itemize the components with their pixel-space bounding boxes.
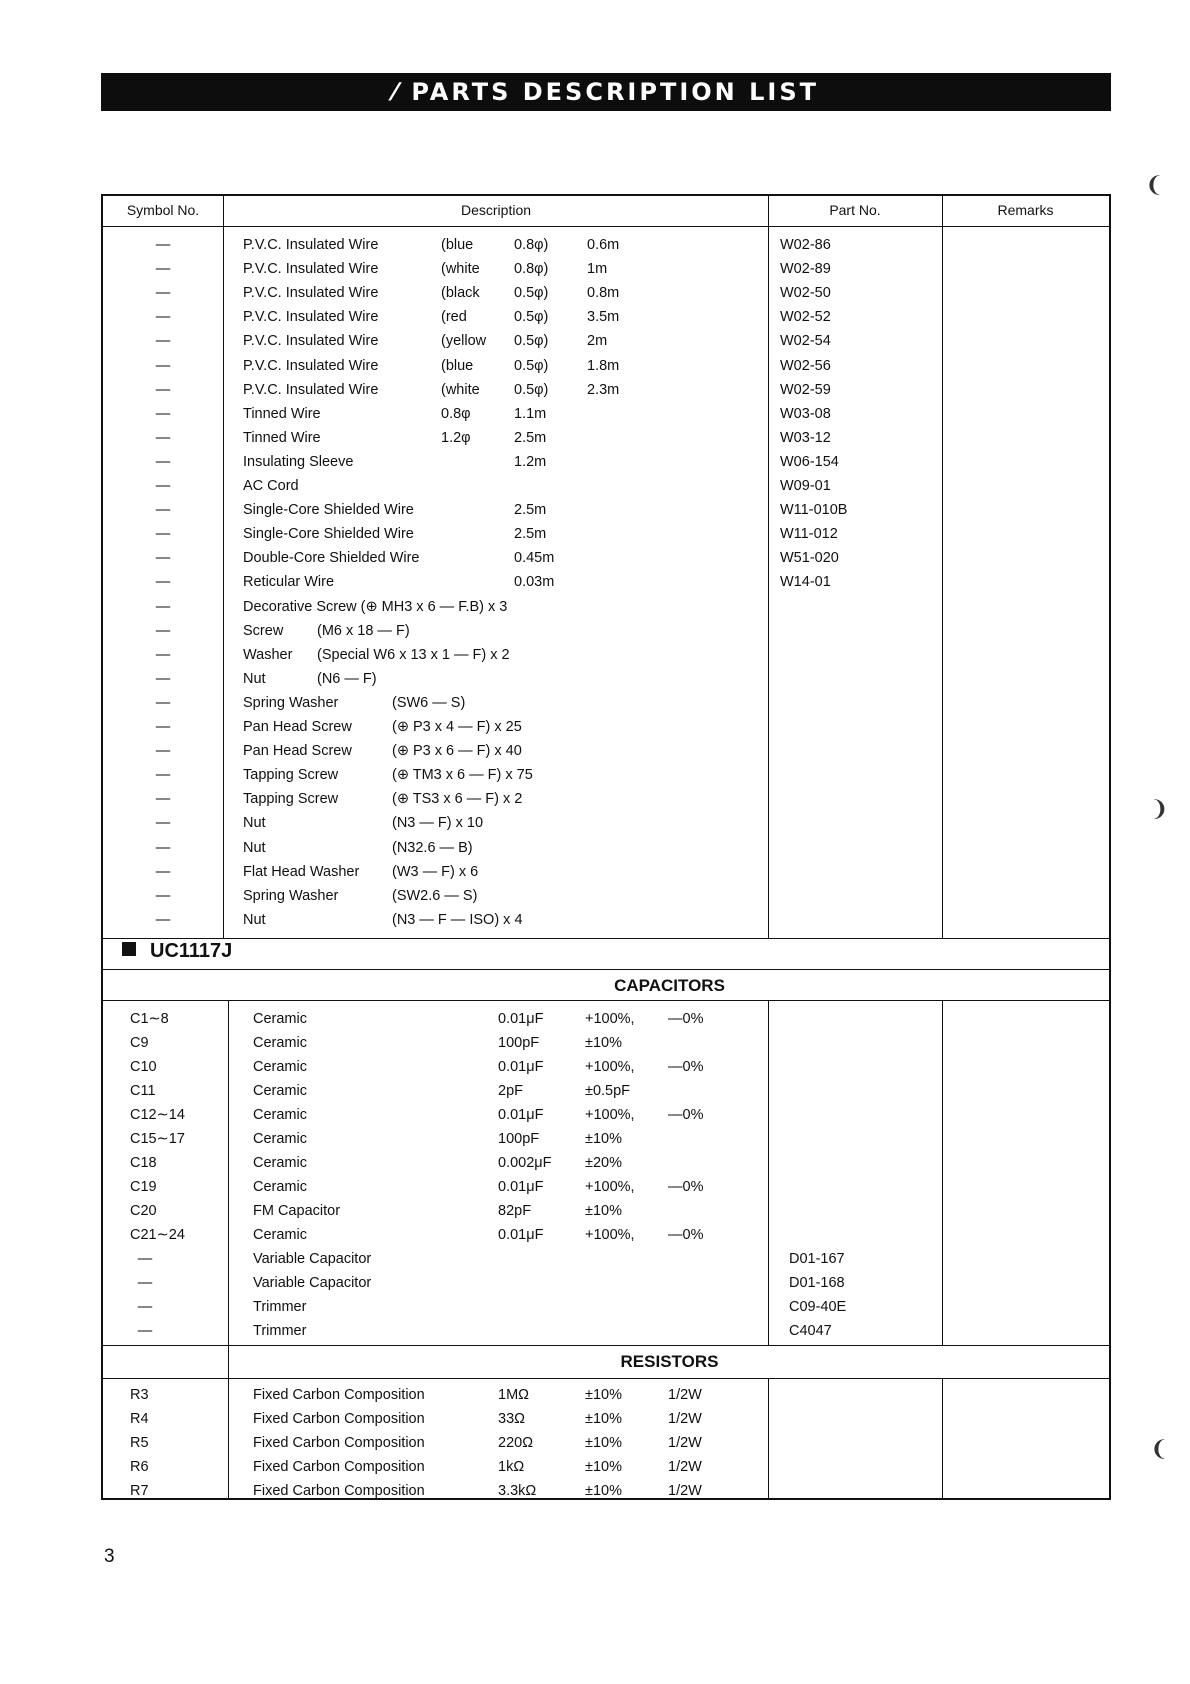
row-symbol: — xyxy=(155,406,171,422)
res-wattage: 1/2W xyxy=(668,1459,702,1475)
row-description: P.V.C. Insulated Wire xyxy=(243,358,379,374)
row-spec-gauge: 0.8φ xyxy=(441,406,471,422)
cap-value: 0.01μF xyxy=(498,1179,544,1195)
cap-type: Ceramic xyxy=(253,1083,307,1099)
page-number: 3 xyxy=(104,1546,115,1567)
binder-mark-icon: ❨ xyxy=(1145,172,1164,197)
banner-title: ⁄ PARTS DESCRIPTION LIST xyxy=(393,78,819,106)
row-spec-gauge: 0.5φ) xyxy=(514,333,549,349)
row-spec: (⊕ TS3 x 6 — F) x 2 xyxy=(392,791,523,807)
row-description: P.V.C. Insulated Wire xyxy=(243,261,379,277)
row-symbol: — xyxy=(155,309,171,325)
row-spec-length: 1.2m xyxy=(514,454,547,470)
square-bullet-icon xyxy=(122,942,136,956)
row-spec-color: (white xyxy=(441,382,480,398)
col-divider-part-no xyxy=(942,194,943,938)
cap-type: Ceramic xyxy=(253,1035,307,1051)
row-symbol: — xyxy=(155,623,171,639)
res-type: Fixed Carbon Composition xyxy=(253,1411,425,1427)
col-divider-description-cap xyxy=(768,1000,769,1345)
cap-tolerance-minus: —0% xyxy=(668,1059,704,1075)
cap-tolerance: +100%, xyxy=(585,1179,635,1195)
row-symbol: — xyxy=(155,743,171,759)
row-symbol: — xyxy=(155,574,171,590)
cap-symbol: — xyxy=(137,1323,153,1339)
cap-type: Ceramic xyxy=(253,1155,307,1171)
res-wattage: 1/2W xyxy=(668,1483,702,1499)
row-part-no: W14-01 xyxy=(780,574,831,590)
res-value: 1kΩ xyxy=(498,1459,525,1475)
cap-tolerance-minus: —0% xyxy=(668,1179,704,1195)
row-symbol: — xyxy=(155,550,171,566)
cap-type: Ceramic xyxy=(253,1059,307,1075)
cap-tolerance: ±0.5pF xyxy=(585,1083,631,1099)
cap-type: Ceramic xyxy=(253,1011,307,1027)
row-description: Decorative Screw (⊕ MH3 x 6 — F.B) x 3 xyxy=(243,599,508,615)
row-part-no: W02-86 xyxy=(780,237,831,253)
row-description: Nut xyxy=(243,912,266,928)
cap-symbol: C1∼8 xyxy=(130,1011,169,1027)
row-symbol: — xyxy=(155,478,171,494)
row-spec-color: (white xyxy=(441,261,480,277)
row-part-no: W02-56 xyxy=(780,358,831,374)
row-spec: (Special W6 x 13 x 1 — F) x 2 xyxy=(317,647,510,663)
row-symbol: — xyxy=(155,864,171,880)
res-symbol: R7 xyxy=(130,1483,149,1499)
row-spec-length: 0.6m xyxy=(587,237,620,253)
row-spec: (⊕ P3 x 6 — F) x 40 xyxy=(392,743,522,759)
row-description: Insulating Sleeve xyxy=(243,454,354,470)
row-description: P.V.C. Insulated Wire xyxy=(243,309,379,325)
cap-symbol: C12∼14 xyxy=(130,1107,185,1123)
row-symbol: — xyxy=(155,333,171,349)
row-description: P.V.C. Insulated Wire xyxy=(243,333,379,349)
cap-value: 0.01μF xyxy=(498,1011,544,1027)
res-wattage: 1/2W xyxy=(668,1387,702,1403)
row-symbol: — xyxy=(155,382,171,398)
row-part-no: W02-54 xyxy=(780,333,831,349)
row-symbol: — xyxy=(155,791,171,807)
row-description: Double-Core Shielded Wire xyxy=(243,550,420,566)
binder-mark-icon: ❩ xyxy=(1150,796,1169,821)
cap-tolerance: +100%, xyxy=(585,1059,635,1075)
row-spec: (⊕ P3 x 4 — F) x 25 xyxy=(392,719,522,735)
row-description: P.V.C. Insulated Wire xyxy=(243,237,379,253)
row-description: P.V.C. Insulated Wire xyxy=(243,285,379,301)
res-wattage: 1/2W xyxy=(668,1411,702,1427)
page-banner xyxy=(101,73,1111,111)
cap-value: 0.01μF xyxy=(498,1107,544,1123)
model-divider-top xyxy=(101,938,1111,939)
res-tolerance: ±10% xyxy=(585,1411,622,1427)
row-description: Flat Head Washer xyxy=(243,864,360,880)
row-spec: (N6 — F) xyxy=(317,671,377,687)
header-symbol: Symbol No. xyxy=(126,202,200,218)
row-spec-color: (red xyxy=(441,309,467,325)
capacitors-divider-bottom xyxy=(101,1000,1111,1001)
row-symbol: — xyxy=(155,599,171,615)
row-part-no: W06-154 xyxy=(780,454,839,470)
header-remarks: Remarks xyxy=(997,202,1054,218)
cap-value: 100pF xyxy=(498,1131,540,1147)
res-wattage: 1/2W xyxy=(668,1435,702,1451)
row-symbol: — xyxy=(155,815,171,831)
cap-tolerance: ±20% xyxy=(585,1155,622,1171)
cap-part-no: C4047 xyxy=(789,1323,832,1339)
res-symbol: R4 xyxy=(130,1411,149,1427)
row-description: Single-Core Shielded Wire xyxy=(243,502,414,518)
cap-symbol: C20 xyxy=(130,1203,157,1219)
cap-part-no: D01-168 xyxy=(789,1275,845,1291)
cap-type: Variable Capacitor xyxy=(253,1275,372,1291)
cap-symbol: C11 xyxy=(130,1083,156,1099)
row-description: Nut xyxy=(243,671,266,687)
res-type: Fixed Carbon Composition xyxy=(253,1459,425,1475)
res-tolerance: ±10% xyxy=(585,1459,622,1475)
row-symbol: — xyxy=(155,671,171,687)
row-description: Tinned Wire xyxy=(243,406,321,422)
row-description: Pan Head Screw xyxy=(243,743,352,759)
res-symbol: R6 xyxy=(130,1459,149,1475)
row-spec: (M6 x 18 — F) xyxy=(317,623,410,639)
row-spec-length: 1.1m xyxy=(514,406,547,422)
cap-symbol: C9 xyxy=(130,1035,149,1051)
row-part-no: W02-52 xyxy=(780,309,831,325)
row-description: P.V.C. Insulated Wire xyxy=(243,382,379,398)
cap-tolerance-minus: —0% xyxy=(668,1227,704,1243)
res-tolerance: ±10% xyxy=(585,1435,622,1451)
row-symbol: — xyxy=(155,358,171,374)
row-spec-color: (black xyxy=(441,285,480,301)
row-symbol: — xyxy=(155,767,171,783)
row-part-no: W02-89 xyxy=(780,261,831,277)
cap-value: 2pF xyxy=(498,1083,523,1099)
row-part-no: W02-50 xyxy=(780,285,831,301)
res-value: 33Ω xyxy=(498,1411,525,1427)
col-divider-description-res xyxy=(768,1378,769,1500)
cap-type: Trimmer xyxy=(253,1323,307,1339)
row-spec-length: 0.8m xyxy=(587,285,620,301)
cap-symbol: — xyxy=(137,1251,153,1267)
cap-type: Ceramic xyxy=(253,1107,307,1123)
cap-tolerance: ±10% xyxy=(585,1131,622,1147)
row-description: Screw xyxy=(243,623,284,639)
cap-symbol: C18 xyxy=(130,1155,157,1171)
row-spec-gauge: 0.5φ) xyxy=(514,358,549,374)
cap-tolerance: ±10% xyxy=(585,1035,622,1051)
cap-value: 0.01μF xyxy=(498,1227,544,1243)
col-divider-description xyxy=(768,194,769,938)
res-value: 1MΩ xyxy=(498,1387,529,1403)
cap-symbol: C19 xyxy=(130,1179,157,1195)
cap-type: Ceramic xyxy=(253,1131,307,1147)
row-spec: (N3 — F) x 10 xyxy=(392,815,484,831)
row-spec: (N3 — F — ISO) x 4 xyxy=(392,912,523,928)
binder-mark-icon: ❨ xyxy=(1150,1436,1169,1461)
row-spec-color: (blue xyxy=(441,358,474,374)
cap-value: 0.01μF xyxy=(498,1059,544,1075)
row-symbol: — xyxy=(155,719,171,735)
capacitors-title: CAPACITORS xyxy=(614,976,725,995)
row-spec-gauge: 0.5φ) xyxy=(514,309,549,325)
row-part-no: W02-59 xyxy=(780,382,831,398)
row-part-no: W11-010B xyxy=(780,502,848,518)
row-description: Reticular Wire xyxy=(243,574,335,590)
header-part-no: Part No. xyxy=(829,202,881,218)
row-part-no: W03-08 xyxy=(780,406,831,422)
row-description: Tapping Screw xyxy=(243,767,339,783)
row-spec-length: 1m xyxy=(587,261,608,277)
resistors-divider-top xyxy=(101,1345,1111,1346)
col-divider-part-no-cap xyxy=(942,1000,943,1345)
row-description: Nut xyxy=(243,815,266,831)
row-description: Pan Head Screw xyxy=(243,719,352,735)
cap-tolerance-minus: —0% xyxy=(668,1107,704,1123)
res-type: Fixed Carbon Composition xyxy=(253,1387,425,1403)
cap-type: Trimmer xyxy=(253,1299,307,1315)
row-spec-length: 2.5m xyxy=(514,526,547,542)
col-divider-symbol-lower xyxy=(228,1000,229,1500)
row-spec-length: 1.8m xyxy=(587,358,620,374)
row-spec-length: 0.03m xyxy=(514,574,555,590)
res-type: Fixed Carbon Composition xyxy=(253,1483,425,1499)
row-spec-length: 2m xyxy=(587,333,608,349)
row-spec: (W3 — F) x 6 xyxy=(392,864,479,880)
row-spec: (N32.6 — B) xyxy=(392,840,473,856)
row-symbol: — xyxy=(155,526,171,542)
row-description: Washer xyxy=(243,647,293,663)
row-symbol: — xyxy=(155,237,171,253)
row-symbol: — xyxy=(155,695,171,711)
row-spec-length: 3.5m xyxy=(587,309,620,325)
row-description: Tinned Wire xyxy=(243,430,321,446)
res-tolerance: ±10% xyxy=(585,1483,622,1499)
cap-tolerance: +100%, xyxy=(585,1227,635,1243)
header-divider xyxy=(101,226,1111,227)
res-value: 3.3kΩ xyxy=(498,1483,537,1499)
cap-type: Ceramic xyxy=(253,1227,307,1243)
row-spec-length: 2.3m xyxy=(587,382,620,398)
cap-tolerance: +100%, xyxy=(585,1107,635,1123)
row-symbol: — xyxy=(155,285,171,301)
cap-symbol: C10 xyxy=(130,1059,157,1075)
row-spec-length: 2.5m xyxy=(514,430,547,446)
res-type: Fixed Carbon Composition xyxy=(253,1435,425,1451)
cap-symbol: C15∼17 xyxy=(130,1131,185,1147)
row-description: Single-Core Shielded Wire xyxy=(243,526,414,542)
row-spec: (SW2.6 — S) xyxy=(392,888,478,904)
cap-tolerance-minus: —0% xyxy=(668,1011,704,1027)
row-spec-color: (blue xyxy=(441,237,474,253)
row-symbol: — xyxy=(155,912,171,928)
row-part-no: W51-020 xyxy=(780,550,839,566)
row-symbol: — xyxy=(155,454,171,470)
col-divider-symbol xyxy=(223,194,224,938)
capacitors-divider-top xyxy=(101,969,1111,970)
res-value: 220Ω xyxy=(498,1435,534,1451)
cap-type: Variable Capacitor xyxy=(253,1251,372,1267)
cap-part-no: C09-40E xyxy=(789,1299,847,1315)
row-description: Spring Washer xyxy=(243,695,339,711)
row-spec: (SW6 — S) xyxy=(392,695,466,711)
res-symbol: R5 xyxy=(130,1435,149,1451)
resistors-divider-bottom xyxy=(101,1378,1111,1379)
cap-tolerance: ±10% xyxy=(585,1203,622,1219)
row-symbol: — xyxy=(155,647,171,663)
col-divider-part-no-res xyxy=(942,1378,943,1500)
row-description: AC Cord xyxy=(243,478,299,494)
row-spec-gauge: 0.5φ) xyxy=(514,285,549,301)
row-spec-length: 0.45m xyxy=(514,550,555,566)
cap-symbol: C21∼24 xyxy=(130,1227,185,1243)
res-symbol: R3 xyxy=(130,1387,149,1403)
row-spec: (⊕ TM3 x 6 — F) x 75 xyxy=(392,767,533,783)
model-heading xyxy=(122,940,232,963)
cap-type: Ceramic xyxy=(253,1179,307,1195)
cap-symbol: — xyxy=(137,1275,153,1291)
row-description: Tapping Screw xyxy=(243,791,339,807)
row-spec-gauge: 0.8φ) xyxy=(514,237,549,253)
row-spec-gauge: 1.2φ xyxy=(441,430,471,446)
cap-tolerance: +100%, xyxy=(585,1011,635,1027)
cap-part-no: D01-167 xyxy=(789,1251,845,1267)
cap-value: 100pF xyxy=(498,1035,540,1051)
model-label: UC1117J xyxy=(150,940,233,962)
row-description: Nut xyxy=(243,840,266,856)
row-part-no: W03-12 xyxy=(780,430,831,446)
row-symbol: — xyxy=(155,502,171,518)
row-part-no: W11-012 xyxy=(780,526,838,542)
cap-value: 82pF xyxy=(498,1203,532,1219)
cap-type: FM Capacitor xyxy=(253,1203,341,1219)
row-spec-color: (yellow xyxy=(441,333,487,349)
header-description: Description xyxy=(460,202,532,218)
row-spec-gauge: 0.5φ) xyxy=(514,382,549,398)
row-spec-length: 2.5m xyxy=(514,502,547,518)
resistors-title: RESISTORS xyxy=(620,1352,719,1371)
cap-value: 0.002μF xyxy=(498,1155,552,1171)
row-description: Spring Washer xyxy=(243,888,339,904)
row-symbol: — xyxy=(155,840,171,856)
row-symbol: — xyxy=(155,261,171,277)
row-symbol: — xyxy=(155,888,171,904)
row-symbol: — xyxy=(155,430,171,446)
res-tolerance: ±10% xyxy=(585,1387,622,1403)
row-part-no: W09-01 xyxy=(780,478,831,494)
row-spec-gauge: 0.8φ) xyxy=(514,261,549,277)
cap-symbol: — xyxy=(137,1299,153,1315)
